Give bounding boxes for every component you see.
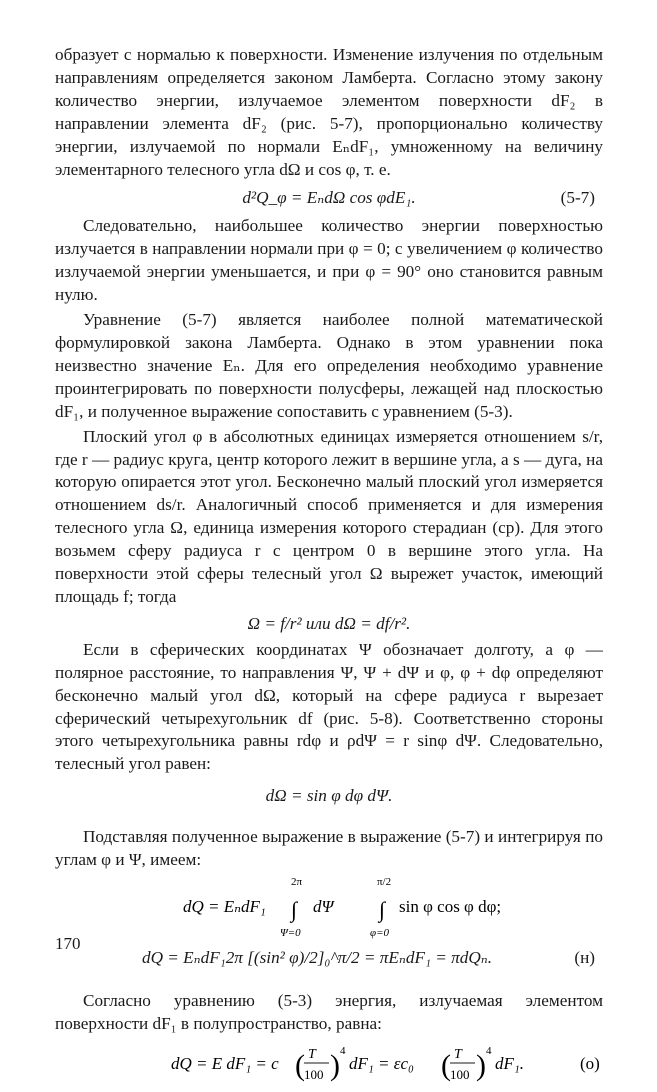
equation-number: (о): [580, 1053, 600, 1073]
equation-o: [55, 1036, 603, 1092]
eq-o-end: dF₁.: [495, 1053, 525, 1073]
equation-dQ-integral: [55, 872, 603, 940]
exponent: 4: [340, 1044, 346, 1057]
equation-solid-angle: [55, 609, 603, 639]
right-paren: ): [330, 1048, 340, 1082]
eq-o-lhs: dQ = E dF₁ = c: [171, 1053, 279, 1073]
frac-denominator: 100: [304, 1066, 324, 1082]
upper-limit-psi: 2π: [291, 876, 303, 889]
paragraph: Подставляя полученное выражение в выражение (5-7) и интегрируя по углам φ и Ψ, имеем:: [55, 827, 603, 870]
page-body: [55, 44, 603, 1092]
paragraph: Уравнение (5-7) является наиболее полной математической формулировкой закона Ламберта. Однако в этом уравнении пока неизвестно значение Eₙ. Для его определения необходимо уравнение проинтегрировать по поверхности полусферы, лежащей над плоскостью dF₁, и полученное выражение сопоставить с уравнением (5-3).: [55, 310, 603, 421]
equation-text: dQ = EₙdF₁2π [(sin² φ)/2]₀^π/2 = πEₙdF₁ = πdQₙ.: [141, 948, 493, 968]
integral-sign: ∫: [291, 897, 298, 923]
equation-text: dΩ = sin φ dφ dΨ.: [265, 786, 393, 806]
frac-numerator: T: [454, 1046, 462, 1062]
lower-limit-phi: φ=0: [370, 927, 390, 940]
equation-text: Ω = f/r² или dΩ = df/r².: [247, 613, 411, 633]
paragraph: Согласно уравнению (5-3) энергия, излучаемая элементом поверхности dF₁ в полупространство, равна:: [55, 991, 603, 1033]
frac-denominator: 100: [450, 1066, 470, 1082]
paragraph: Плоский угол φ в абсолютных единицах измеряется отношением s/r, где r — радиус круга, центр которого лежит в вершине угла, а s — дуга, на которую опирается этот угол. Бесконечно малый плоский угол измеряется отношением ds/r. Аналогичный способ применяется и для измерения телесного угла Ω, единица измерения которого стерадиан (ср). Для этого возьмем сферу радиуса r с центром 0 в вершине этого угла. На поверхности этой сферы телесный угол Ω вырежет участок, имеющий площадь f; тогда: [55, 426, 603, 606]
paragraph: Если в сферических координатах Ψ обозначает долготу, а φ — полярное расстояние, то направления Ψ, Ψ + dΨ и φ, φ + dφ определяют бесконечно малый угол dΩ, который на сфере радиуса r вырезает сферический четырехугольник df (рис. 5-8). Соответственно стороны этого четырехугольника равны rdφ и ρdΨ = r sinφ dΨ. Следовательно, телесный угол равен:: [55, 639, 603, 774]
equation-dOmega: [55, 776, 603, 816]
equation-n: [55, 940, 603, 976]
left-paren: (: [441, 1048, 451, 1082]
eq-o-mid: dF₁ = εc₀: [349, 1053, 414, 1073]
left-paren: (: [295, 1048, 305, 1082]
paragraph: образует с нормалью к поверхности. Изменение излучения по отдельным направлениям определяется законом Ламберта. Согласно этому закону количество энергии, излучаемое элементом поверхности dF₂ в направлении элемента dF₂ (рис. 5-7), пропорционально количеству энергии, излучаемой по нормали EₙdF₁, умноженному на величину элементарного телесного угла dΩ и cos φ, т. е.: [55, 45, 603, 179]
upper-limit-phi: π/2: [377, 876, 392, 889]
integral-svg: [55, 872, 603, 940]
equation-number: (5-7): [560, 188, 595, 208]
equation-5-7: [55, 181, 603, 215]
frac-numerator: T: [308, 1046, 316, 1062]
equation-number: (н): [574, 948, 595, 968]
paragraph: Следовательно, наибольшее количество энергии поверхностью излучается в направлении нормали при φ = 0; с увеличением φ количество излучаемой энергии уменьшается, и при φ = 90° оно становится равным нулю.: [55, 216, 603, 305]
exponent: 4: [486, 1044, 492, 1057]
equation-o-svg: [55, 1036, 603, 1092]
lower-limit-psi: Ψ=0: [280, 927, 301, 940]
equation-text: d²Q_φ = EₙdΩ cos φdE₁.: [242, 188, 416, 208]
right-paren: ): [476, 1048, 486, 1082]
page-number: 170: [55, 934, 81, 953]
integral-sign: ∫: [379, 897, 386, 923]
integral-lhs: dQ = EₙdF₁: [183, 897, 266, 917]
d-psi: dΨ: [313, 897, 334, 917]
integrand: sin φ cos φ dφ;: [399, 897, 502, 917]
